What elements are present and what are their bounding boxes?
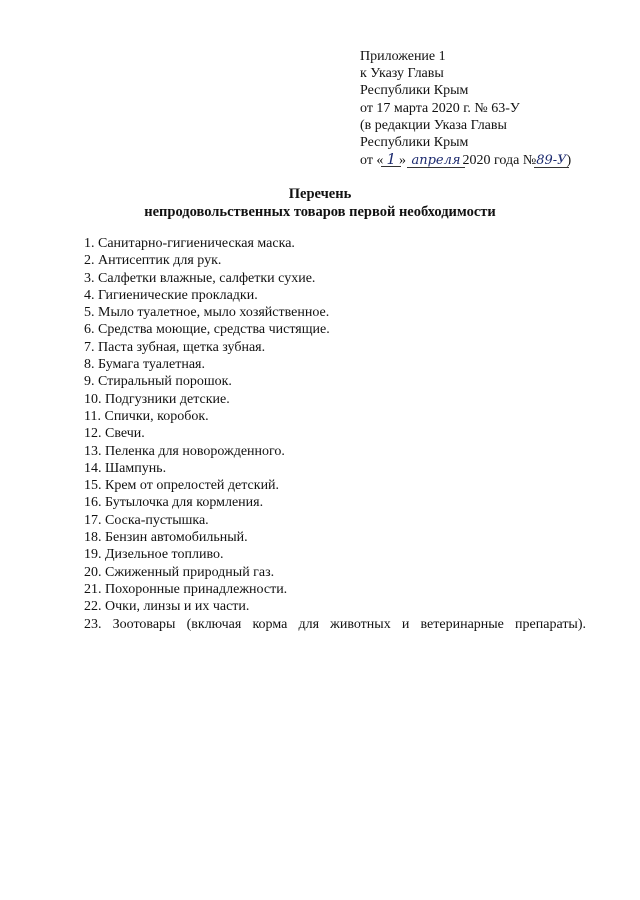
- list-item: 17. Соска-пустышка.: [84, 512, 209, 528]
- document-subtitle: непродовольственных товаров первой необходимости: [144, 204, 496, 220]
- list-item: 10. Подгузники детские.: [84, 391, 230, 407]
- list-item: 2. Антисептик для рук.: [84, 253, 222, 269]
- appendix-line: от 17 марта 2020 г. № 63-У: [360, 100, 520, 116]
- list-item: 1. Санитарно-гигиеническая маска.: [84, 236, 295, 251]
- list-item: 13. Пеленка для новорожденного.: [84, 443, 285, 459]
- list-item: 16. Бутылочка для кормления.: [84, 495, 264, 511]
- date-prefix: от «: [360, 153, 384, 169]
- list-item: 14. Шампунь.: [84, 460, 167, 476]
- list-item: 7. Паста зубная, щетка зубная.: [84, 339, 266, 355]
- list-item: 20. Сжиженный природный газ.: [84, 564, 275, 580]
- list-item: 9. Стиральный порошок.: [84, 374, 232, 390]
- list-item: 6. Средства моющие, средства чистящие.: [84, 322, 330, 338]
- list-item: 18. Бензин автомобильный.: [84, 530, 248, 546]
- list-item: 15. Крем от опрелостей детский.: [84, 478, 280, 494]
- list-item: 19. Дизельное топливо.: [84, 547, 224, 563]
- list-item: 22. Очки, линзы и их части.: [84, 599, 250, 615]
- handwritten-decree-number: 89-У: [536, 153, 567, 169]
- goods-list: [84, 235, 586, 633]
- appendix-line: (в редакции Указа Главы: [360, 117, 507, 133]
- document-title: Перечень: [288, 186, 352, 202]
- list-item: 5. Мыло туалетное, мыло хозяйственное.: [84, 305, 330, 321]
- appendix-date-line: [360, 151, 630, 169]
- date-mid: »: [398, 153, 406, 169]
- list-item: 12. Свечи.: [84, 426, 145, 442]
- appendix-header: [360, 48, 630, 169]
- appendix-line: к Указу Главы: [360, 66, 444, 82]
- appendix-line: Республики Крым: [360, 135, 469, 151]
- appendix-line: Приложение 1: [360, 49, 446, 64]
- date-year-text: 2020 года №: [462, 153, 537, 169]
- handwritten-month: апреля: [411, 153, 461, 169]
- list-item: 8. Бумага туалетная.: [84, 357, 205, 373]
- handwritten-day: 1: [383, 151, 399, 168]
- appendix-line: Республики Крым: [360, 83, 469, 99]
- list-item: 3. Салфетки влажные, салфетки сухие.: [84, 270, 316, 286]
- list-item: 11. Спички, коробок.: [84, 408, 209, 424]
- list-item: 4. Гигиенические прокладки.: [84, 287, 258, 303]
- list-item: 23. Зоотовары (включая корма для животных и ветеринарные препараты).: [84, 616, 586, 632]
- list-item: 21. Похоронные принадлежности.: [84, 581, 288, 597]
- date-suffix: ): [566, 153, 572, 169]
